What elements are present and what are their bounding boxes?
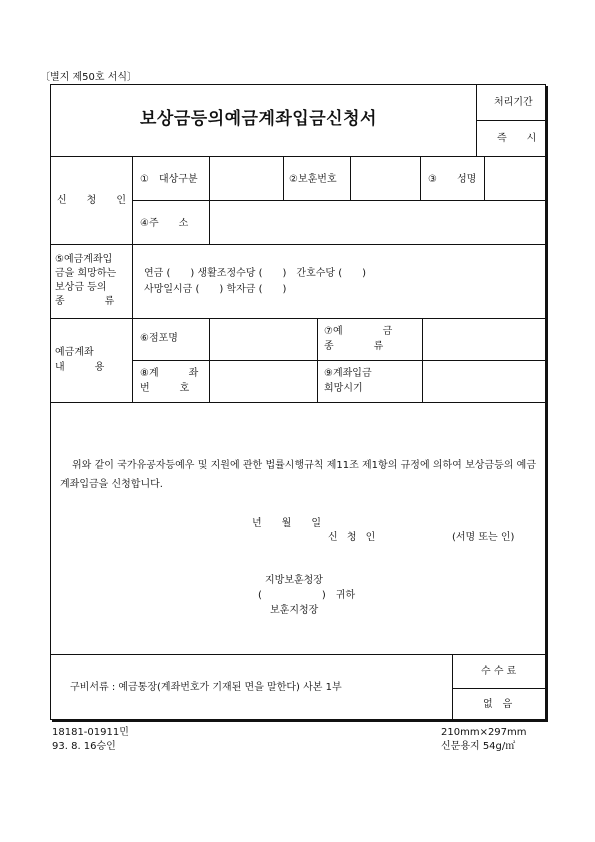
form-number: 〔별지 제50호 서식〕 [40,72,138,83]
name-label: ③ 성명 [428,174,477,185]
signature-note: (서명 또는 인) [452,532,515,543]
payment-type-label-1: ⑤예금계좌입 [55,254,113,265]
account-section-label-2: 내 용 [55,362,105,373]
deposit-type-field[interactable] [425,320,543,358]
account-number-label-2: 번 호 [140,383,190,394]
address-field[interactable] [212,202,542,242]
veteran-number-label: ②보훈번호 [289,174,337,185]
deposit-type-label-1: ⑦예 금 [324,326,393,337]
applicant-signature-label: 신 청 인 [328,532,376,543]
footer-approval: 93. 8. 16승인 [52,741,116,752]
fee-value: 없 음 [483,699,513,710]
declaration-text: 위와 같이 국가유공자등예우 및 지원에 관한 법률시행규칙 제11조 제1항의 규정에 의하여 보상금등의 예금계좌입금을 신청합니다. [60,460,536,490]
account-section-label-1: 예금계좌 [55,347,94,358]
payment-type-label-2: 금을 희망하는 [55,268,117,279]
veteran-number-field[interactable] [353,158,417,198]
recipient-branch-office: 보훈지청장 [270,605,319,616]
applicant-section-label: 신 청 인 [57,195,126,206]
application-date[interactable]: 년 월 일 [252,518,321,529]
category-field[interactable] [212,158,280,198]
footer-code: 18181-01911민 [52,727,129,738]
payment-type-label-3: 보상금 등의 [55,282,107,293]
deposit-type-label-2: 종 류 [324,341,384,352]
processing-period-value: 즉 시 [497,133,537,144]
footer-paper-type: 신문용지 54g/㎡ [441,741,516,752]
payment-type-label-4: 종 류 [55,296,115,307]
footer-paper-size: 210mm×297mm [441,727,527,738]
account-number-label-1: ⑧계 좌 [140,368,199,379]
form-title: 보상금등의예금계좌입금신청서 [140,109,377,129]
fee-label: 수 수 료 [481,666,517,677]
category-label: ① 대상구분 [140,174,198,185]
account-number-field[interactable] [212,362,314,400]
recipient-addressee: ( ) 귀하 [258,590,356,601]
address-label: ④주 소 [140,218,189,229]
processing-period-label: 처리기간 [494,97,533,108]
name-field[interactable] [487,158,543,198]
recipient-regional-office: 지방보훈청장 [265,575,323,586]
bank-branch-field[interactable] [212,320,314,358]
required-documents: 구비서류 : 예금통장(계좌번호가 기재된 면을 말한다) 사본 1부 [70,682,342,693]
payment-type-options-1[interactable]: 연금 ( ) 생활조정수당 ( ) 간호수당 ( ) [144,268,367,279]
deposit-timing-field[interactable] [425,362,543,400]
deposit-timing-label-2: 희망시기 [324,383,363,394]
payment-type-options-2[interactable]: 사망일시금 ( ) 학자금 ( ) [144,284,287,295]
bank-branch-label: ⑥점포명 [140,333,178,344]
deposit-timing-label-1: ⑨계좌입금 [324,368,372,379]
